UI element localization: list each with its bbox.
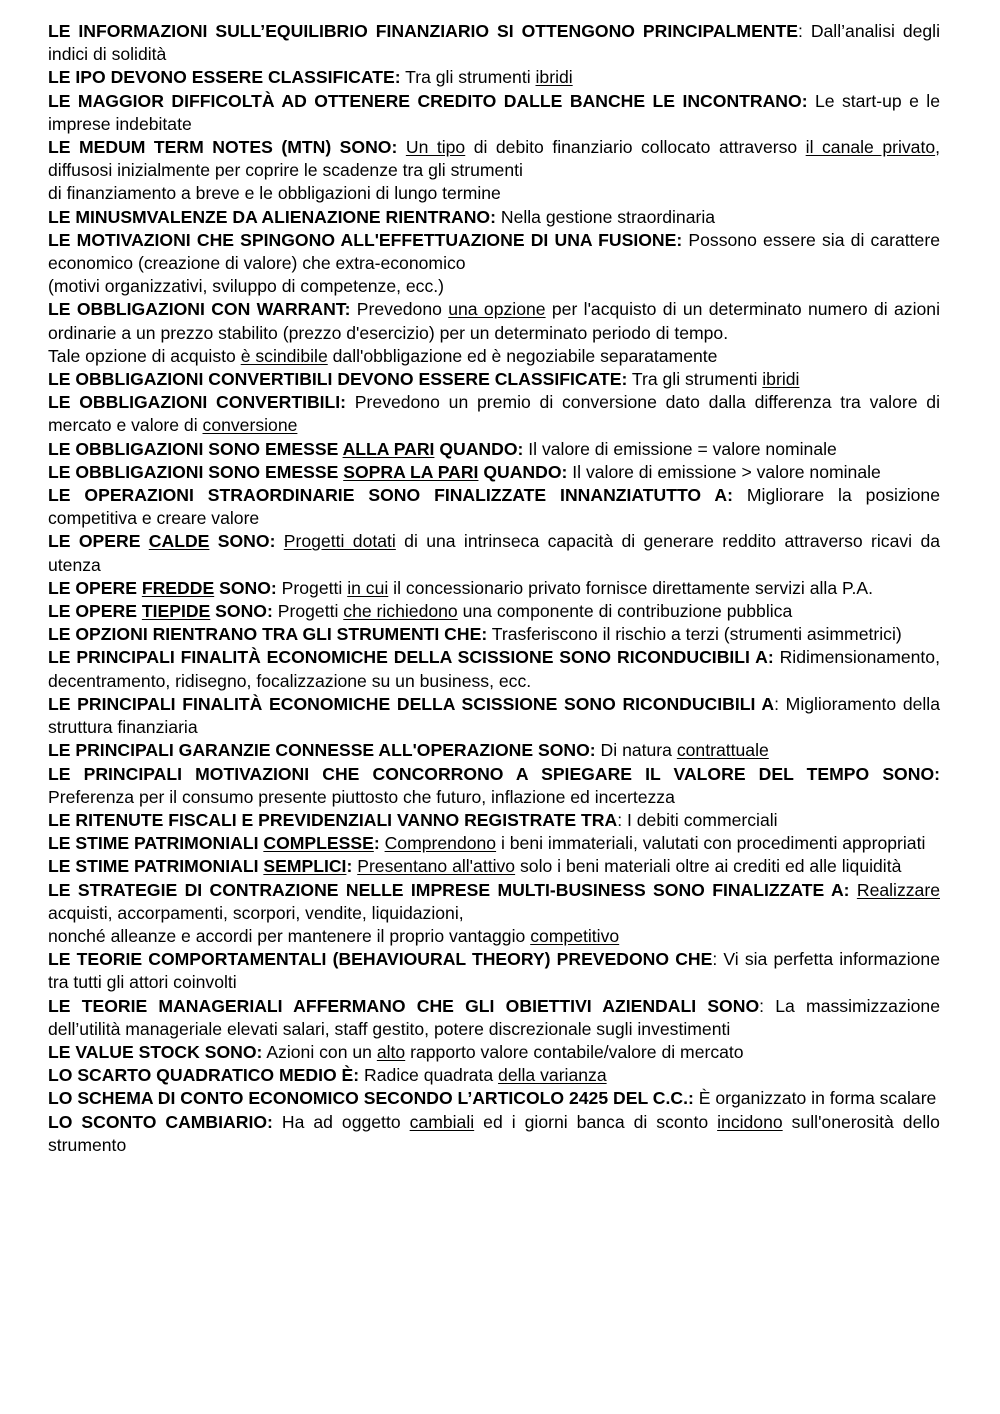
underlined-text: incidono bbox=[717, 1111, 783, 1132]
entry-informazioni-equilibrio bbox=[48, 20, 940, 66]
entry-ipo bbox=[48, 66, 940, 89]
entry-term: LO SCARTO QUADRATICO MEDIO È: bbox=[48, 1065, 360, 1086]
entry-opere-calde bbox=[48, 530, 940, 576]
entry-term: LE STIME PATRIMONIALI bbox=[48, 833, 264, 854]
entry-term: FREDDE bbox=[141, 577, 215, 598]
entry-term: LE MEDUM TERM NOTES (MTN) SONO: bbox=[48, 137, 398, 158]
entry-term: LE IPO DEVONO ESSERE CLASSIFICATE: bbox=[48, 67, 401, 88]
entry-definition: Ridimensionamento, decentramento, ridisegno, focalizzazione su un business, ecc. bbox=[48, 647, 940, 691]
entry-scissione-2 bbox=[48, 693, 940, 739]
entry-motivazioni-fusione bbox=[48, 229, 940, 299]
entry-term: LE PRINCIPALI GARANZIE CONNESSE ALL'OPERAZIONE SONO: bbox=[48, 740, 596, 761]
underlined-text: che richiedono bbox=[343, 601, 458, 622]
entry-term: LE OBBLIGAZIONI SONO EMESSE bbox=[48, 438, 343, 459]
entry-definition: rapporto valore contabile/valore di mercato bbox=[405, 1041, 744, 1062]
underlined-text: Presentano all'attivo bbox=[357, 856, 516, 877]
entry-definition: Tra gli strumenti bbox=[627, 369, 763, 390]
entry-alla-pari bbox=[48, 438, 940, 461]
entry-term: : bbox=[373, 833, 380, 854]
entry-definition bbox=[850, 880, 857, 900]
underlined-text: Realizzare bbox=[856, 879, 940, 900]
entry-term: LE VALUE STOCK SONO: bbox=[48, 1041, 263, 1062]
entry-definition: Azioni con un bbox=[262, 1041, 377, 1062]
entry-opere-tiepide bbox=[48, 600, 940, 623]
entry-minusvalenze bbox=[48, 206, 940, 229]
entry-term: SONO: bbox=[214, 577, 277, 598]
entry-stime-complesse bbox=[48, 832, 940, 855]
entry-scarto-quadratico bbox=[48, 1064, 940, 1087]
entry-definition: : La massimizzazione dell’utilità manageriale elevati salari, staff gestito, potere discrezionale sugli investimenti bbox=[48, 995, 940, 1039]
underlined-text: ibridi bbox=[535, 67, 573, 88]
underlined-text: cambiali bbox=[409, 1111, 475, 1132]
entry-definition: Possono essere sia di carattere economico (creazione di valore) che extra-economico bbox=[48, 229, 940, 274]
entry-opzioni bbox=[48, 623, 940, 646]
entry-definition bbox=[275, 531, 283, 551]
entry-garanzie bbox=[48, 739, 940, 762]
entry-term: LE MAGGIOR DIFFICOLTÀ AD OTTENERE CREDITO DALLE BANCHE LE INCONTRANO: bbox=[48, 90, 808, 111]
underlined-text: il canale privato bbox=[805, 137, 936, 158]
entry-definition: È organizzato in forma scalare bbox=[693, 1088, 937, 1109]
entry-definition: per l'acquisto di un determinato numero di azioni ordinarie a un prezzo stabilito (prezzo d'esercizio) per un determinato periodo di tempo. bbox=[48, 299, 940, 343]
entry-definition: una componente di contribuzione pubblica bbox=[457, 601, 793, 622]
entry-definition: Il valore di emissione = valore nominale bbox=[523, 438, 837, 459]
entry-definition: di una intrinseca capacità di generare reddito attraverso ricavi da utenza bbox=[48, 531, 941, 575]
entry-term: LO SCHEMA DI CONTO ECONOMICO SECONDO L’ARTICOLO 2425 DEL C.C.: bbox=[48, 1088, 694, 1109]
entry-definition: Ha ad oggetto bbox=[272, 1111, 410, 1132]
entry-term: LO SCONTO CAMBIARIO: bbox=[48, 1111, 273, 1132]
underlined-text: contrattuale bbox=[676, 740, 769, 761]
entry-sopra-la-pari bbox=[48, 461, 940, 484]
entry-strategie-contrazione bbox=[48, 879, 940, 949]
entry-definition: Il valore di emissione > valore nominale bbox=[567, 461, 881, 482]
entry-definition bbox=[397, 137, 406, 157]
entry-term: QUANDO: bbox=[434, 438, 524, 459]
entry-definition: solo i beni materiali oltre ai crediti ed alle liquidità bbox=[515, 856, 902, 877]
entry-definition: Di natura bbox=[595, 740, 677, 761]
entry-teorie-comportamentali bbox=[48, 948, 940, 994]
underlined-text: è scindibile bbox=[240, 345, 328, 366]
entry-operazioni-straordinarie bbox=[48, 484, 940, 530]
underlined-text: alto bbox=[376, 1041, 406, 1062]
entry-term: LE OBBLIGAZIONI CONVERTIBILI DEVONO ESSERE CLASSIFICATE: bbox=[48, 369, 628, 390]
entry-obbligazioni-convertibili bbox=[48, 391, 940, 437]
entry-opere-fredde bbox=[48, 577, 940, 600]
entry-definition: Radice quadrata bbox=[359, 1065, 499, 1086]
entry-definition: (motivi organizzativi, sviluppo di competenze, ecc.) bbox=[48, 276, 445, 297]
entry-definition: dall'obbligazione ed è negoziabile separatamente bbox=[327, 345, 718, 366]
entry-scissione-1 bbox=[48, 646, 940, 692]
entry-term: LE TEORIE MANAGERIALI AFFERMANO CHE GLI OBIETTIVI AZIENDALI SONO bbox=[48, 995, 760, 1016]
entry-definition: Migliorare la posizione competitiva e creare valore bbox=[48, 485, 941, 529]
entry-mtn bbox=[48, 136, 940, 206]
entry-definition: Preferenza per il consumo presente piuttosto che futuro, inflazione ed incertezza bbox=[48, 786, 675, 807]
entry-term: SOPRA LA PARI bbox=[343, 461, 479, 482]
entry-definition: il concessionario privato fornisce direttamente servizi alla P.A. bbox=[388, 577, 873, 598]
entry-definition: : Vi sia perfetta informazione tra tutti gli attori coinvolti bbox=[48, 949, 940, 993]
underlined-text: una opzione bbox=[448, 299, 546, 320]
entry-definition: Tale opzione di acquisto bbox=[48, 345, 241, 366]
entry-definition: i beni immateriali, valutati con procedimenti appropriati bbox=[496, 833, 926, 854]
entry-term: LE PRINCIPALI FINALITÀ ECONOMICHE DELLA SCISSIONE SONO RICONDUCIBILI A: bbox=[48, 647, 774, 668]
entry-valore-tempo bbox=[48, 763, 940, 809]
entry-definition: : Dall’analisi degli indici di solidità bbox=[48, 21, 941, 65]
underlined-text: competitivo bbox=[530, 925, 620, 946]
underlined-text: della varianza bbox=[498, 1065, 607, 1086]
entry-definition: acquisti, accorpamenti, scorpori, vendite, liquidazioni, bbox=[48, 902, 464, 923]
entry-definition: di finanziamento a breve e le obbligazioni di lungo termine bbox=[48, 183, 501, 204]
entry-term: ALLA PARI bbox=[342, 438, 435, 459]
entry-obbligazioni-convertibili-classificate bbox=[48, 368, 940, 391]
entry-term: : bbox=[346, 856, 353, 877]
glossary-page bbox=[48, 20, 940, 1157]
entry-definition: ed i giorni banca di sconto bbox=[474, 1111, 718, 1132]
entry-term: LE TEORIE COMPORTAMENTALI (BEHAVIOURAL THEORY) PREVEDONO CHE bbox=[48, 949, 713, 970]
entry-term: LE INFORMAZIONI SULL’EQUILIBRIO FINANZIARIO SI OTTENGONO PRINCIPALMENTE bbox=[48, 21, 798, 41]
entry-term: LE RITENUTE FISCALI E PREVIDENZIALI VANNO REGISTRATE TRA bbox=[48, 809, 618, 830]
underlined-text: Un tipo bbox=[405, 137, 466, 158]
entry-term: LE OBBLIGAZIONI SONO EMESSE bbox=[48, 461, 344, 482]
entry-definition: Nella gestione straordinaria bbox=[495, 206, 716, 227]
entry-term: QUANDO: bbox=[478, 461, 568, 482]
entry-stime-semplici bbox=[48, 855, 940, 878]
entry-definition: Progetti bbox=[272, 601, 344, 622]
entry-term: SEMPLICI bbox=[263, 856, 347, 877]
entry-difficolta-credito bbox=[48, 90, 940, 136]
entry-value-stock bbox=[48, 1041, 940, 1064]
entry-obbligazioni-warrant bbox=[48, 298, 940, 368]
underlined-text: Progetti dotati bbox=[283, 531, 396, 552]
underlined-text: conversione bbox=[202, 415, 298, 436]
entry-term: LE STIME PATRIMONIALI bbox=[48, 856, 264, 877]
entry-definition: : Miglioramento della struttura finanziaria bbox=[48, 693, 940, 738]
entry-term: LE STRATEGIE DI CONTRAZIONE NELLE IMPRESE MULTI-BUSINESS SONO FINALIZZATE A: bbox=[48, 879, 850, 900]
entry-definition: Tra gli strumenti bbox=[400, 67, 536, 88]
underlined-text: in cui bbox=[347, 577, 389, 598]
entry-term: LE OPZIONI RIENTRANO TRA GLI STRUMENTI CHE: bbox=[48, 624, 488, 645]
entry-term: COMPLESSE bbox=[263, 833, 374, 854]
entry-sconto-cambiario bbox=[48, 1111, 940, 1157]
entry-term: SONO: bbox=[210, 601, 273, 622]
entry-schema-conto-economico bbox=[48, 1087, 940, 1110]
entry-term: LE OPERE bbox=[48, 531, 149, 552]
entry-ritenute bbox=[48, 809, 940, 832]
entry-definition: sull'onerosità dello strumento bbox=[48, 1111, 940, 1155]
entry-definition: Trasferiscono il rischio a terzi (strumenti asimmetrici) bbox=[487, 624, 902, 645]
entry-term: LE PRINCIPALI FINALITÀ ECONOMICHE DELLA SCISSIONE SONO RICONDUCIBILI A bbox=[48, 693, 775, 714]
entry-term: SONO: bbox=[209, 531, 276, 552]
entry-term: TIEPIDE bbox=[141, 601, 211, 622]
entry-definition: Prevedono un premio di conversione dato dalla differenza tra valore di mercato e valore di bbox=[48, 392, 940, 436]
entry-definition: di debito finanziario collocato attraverso bbox=[465, 137, 806, 158]
entry-definition: Progetti bbox=[276, 577, 348, 598]
entry-definition: Prevedono bbox=[350, 299, 449, 320]
entry-term: CALDE bbox=[148, 531, 210, 552]
entry-term: LE MOTIVAZIONI CHE SPINGONO ALL'EFFETTUAZIONE DI UNA FUSIONE: bbox=[48, 229, 683, 250]
entry-definition: nonché alleanze e accordi per mantenere il proprio vantaggio bbox=[48, 925, 531, 946]
entry-term: LE MINUSMVALENZE DA ALIENAZIONE RIENTRANO: bbox=[48, 206, 496, 227]
entry-term: LE OPERE bbox=[48, 601, 142, 622]
underlined-text: ibridi bbox=[762, 369, 800, 390]
entry-definition: , diffusosi inizialmente per coprire le scadenze tra gli strumenti bbox=[48, 137, 941, 181]
entry-term: LE OPERE bbox=[48, 577, 142, 598]
entry-teorie-manageriali bbox=[48, 995, 940, 1041]
entry-definition: Le start-up e le imprese indebitate bbox=[48, 90, 940, 134]
entry-term: LE OPERAZIONI STRAORDINARIE SONO FINALIZZATE INNANZIATUTTO A: bbox=[48, 485, 733, 506]
entry-term: LE OBBLIGAZIONI CON WARRANT: bbox=[48, 299, 351, 320]
entry-term: LE OBBLIGAZIONI CONVERTIBILI: bbox=[48, 392, 347, 413]
entry-definition: : I debiti commerciali bbox=[617, 809, 778, 830]
underlined-text: Comprendono bbox=[384, 833, 497, 854]
entry-term: LE PRINCIPALI MOTIVAZIONI CHE CONCORRONO A SPIEGARE IL VALORE DEL TEMPO SONO: bbox=[48, 763, 940, 784]
